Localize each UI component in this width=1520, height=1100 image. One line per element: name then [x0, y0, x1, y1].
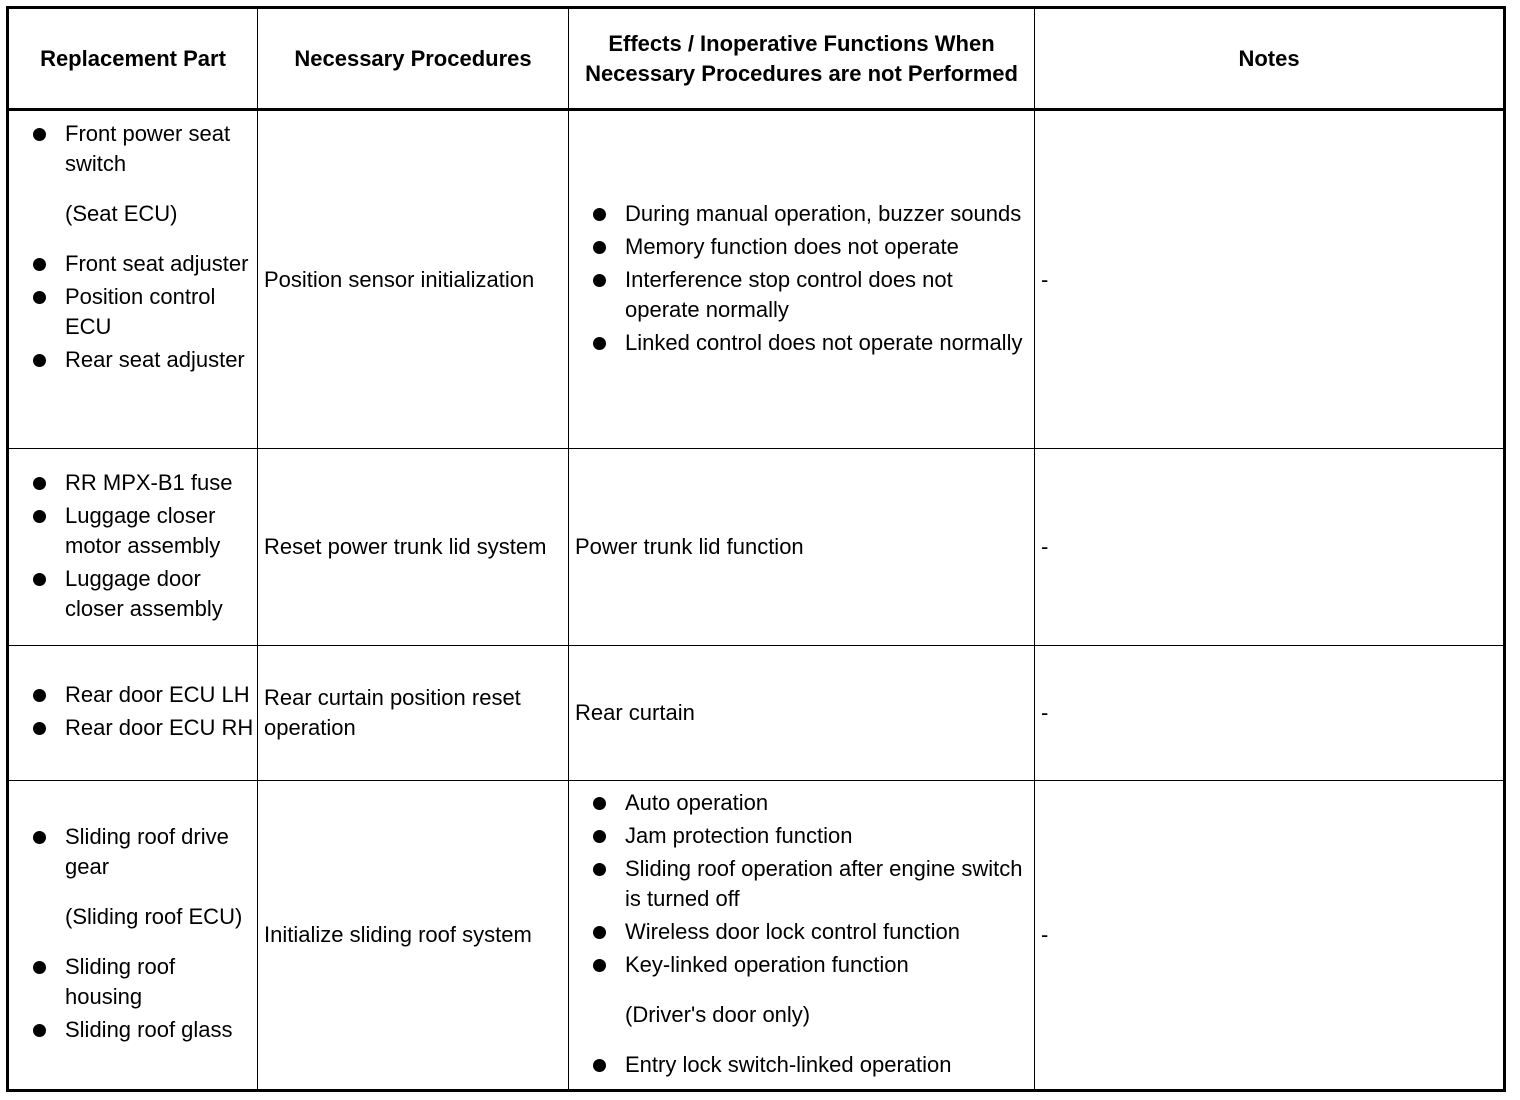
procedure-cell — [258, 111, 569, 448]
notes-cell — [1035, 781, 1503, 1089]
replacement-part-list — [9, 680, 255, 746]
header-notes: Notes — [1238, 45, 1300, 71]
list-item: Interference stop control does not operate normally — [625, 265, 1028, 325]
bullet-icon — [33, 354, 46, 367]
notes-text: - — [1041, 700, 1049, 725]
bullet-icon — [33, 689, 46, 702]
list-item: Sliding roof operation after engine switch is turned off — [625, 854, 1028, 914]
header-effects: Effects / Inoperative Functions When Necessary Procedures are not Performed — [569, 9, 1035, 108]
list-item: (Seat ECU) — [65, 201, 178, 226]
bullet-icon — [33, 573, 46, 586]
bullet-icon — [33, 961, 46, 974]
list-item: Auto operation — [625, 788, 1028, 818]
list-item: Sliding roof housing — [65, 952, 255, 1012]
list-item: Sliding roof drive gear — [65, 822, 255, 882]
list-item: Rear door ECU RH — [65, 713, 253, 743]
bullet-icon — [33, 722, 46, 735]
header-necessary-procedures: Necessary Procedures — [258, 9, 569, 108]
bullet-icon — [33, 510, 46, 523]
procedure-cell — [258, 449, 569, 645]
list-item: Sliding roof glass — [65, 1015, 255, 1045]
table-row — [9, 781, 1503, 1089]
bullet-icon — [593, 959, 606, 972]
list-item: Front seat adjuster — [65, 249, 255, 279]
bullet-icon — [33, 831, 46, 844]
bullet-icon — [593, 337, 606, 350]
bullet-icon — [33, 477, 46, 490]
list-item: Position control ECU — [65, 282, 255, 342]
procedure-cell — [258, 646, 569, 780]
list-item: Jam protection function — [625, 821, 1028, 851]
bullet-icon — [33, 128, 46, 141]
effects-cell — [569, 111, 1035, 448]
procedure-text: Reset power trunk lid system — [264, 534, 547, 559]
procedure-text: Rear curtain position reset operation — [264, 685, 521, 740]
bullet-icon — [593, 830, 606, 843]
procedure-text: Position sensor initialization — [264, 266, 535, 292]
effects-cell — [569, 449, 1035, 645]
list-item: Rear seat adjuster — [65, 345, 255, 375]
list-item: Wireless door lock control function — [625, 917, 1028, 947]
effects-text: Power trunk lid function — [575, 534, 804, 559]
notes-text: - — [1041, 922, 1049, 947]
replacement-part-cell — [9, 449, 258, 645]
table-row — [9, 449, 1503, 646]
bullet-icon — [593, 926, 606, 939]
list-item: Linked control does not operate normally — [625, 328, 1028, 358]
effects-list — [569, 199, 1034, 361]
procedures-table — [6, 6, 1506, 1092]
list-item: RR MPX-B1 fuse — [65, 468, 255, 498]
table-header-row — [9, 9, 1503, 111]
list-item: (Driver's door only) — [625, 1001, 811, 1027]
table-row — [9, 111, 1503, 449]
list-item: During manual operation, buzzer sounds — [625, 199, 1028, 229]
bullet-icon — [33, 258, 46, 271]
list-item: Front power seat switch — [65, 119, 255, 179]
list-item: Luggage closer motor assembly — [65, 501, 255, 561]
notes-text: - — [1041, 266, 1049, 292]
list-item: Entry lock switch-linked operation — [625, 1050, 1028, 1080]
list-item: (Sliding roof ECU) — [65, 904, 243, 929]
replacement-part-cell — [9, 646, 258, 780]
procedure-text: Initialize sliding roof system — [264, 922, 532, 947]
notes-text: - — [1041, 534, 1049, 559]
bullet-icon — [33, 291, 46, 304]
bullet-icon — [33, 1024, 46, 1037]
replacement-part-list — [9, 119, 257, 378]
notes-cell — [1035, 111, 1503, 448]
effects-cell — [569, 781, 1035, 1089]
bullet-icon — [593, 208, 606, 221]
bullet-icon — [593, 863, 606, 876]
replacement-part-cell — [9, 111, 258, 448]
bullet-icon — [593, 1059, 606, 1072]
bullet-icon — [593, 274, 606, 287]
list-item: Rear door ECU LH — [65, 680, 253, 710]
replacement-part-cell — [9, 781, 258, 1089]
list-item: Luggage door closer assembly — [65, 564, 255, 624]
notes-cell — [1035, 646, 1503, 780]
effects-list — [569, 788, 1034, 1083]
effects-cell — [569, 646, 1035, 780]
notes-cell — [1035, 449, 1503, 645]
list-item: Memory function does not operate — [625, 232, 1028, 262]
list-item: Key-linked operation function — [625, 950, 1028, 980]
bullet-icon — [593, 241, 606, 254]
header-replacement-part: Replacement Part — [9, 9, 258, 108]
effects-text: Rear curtain — [575, 700, 695, 725]
replacement-part-list — [9, 468, 257, 627]
table-row — [9, 646, 1503, 781]
bullet-icon — [593, 797, 606, 810]
replacement-part-list — [9, 822, 257, 1048]
procedure-cell — [258, 781, 569, 1089]
